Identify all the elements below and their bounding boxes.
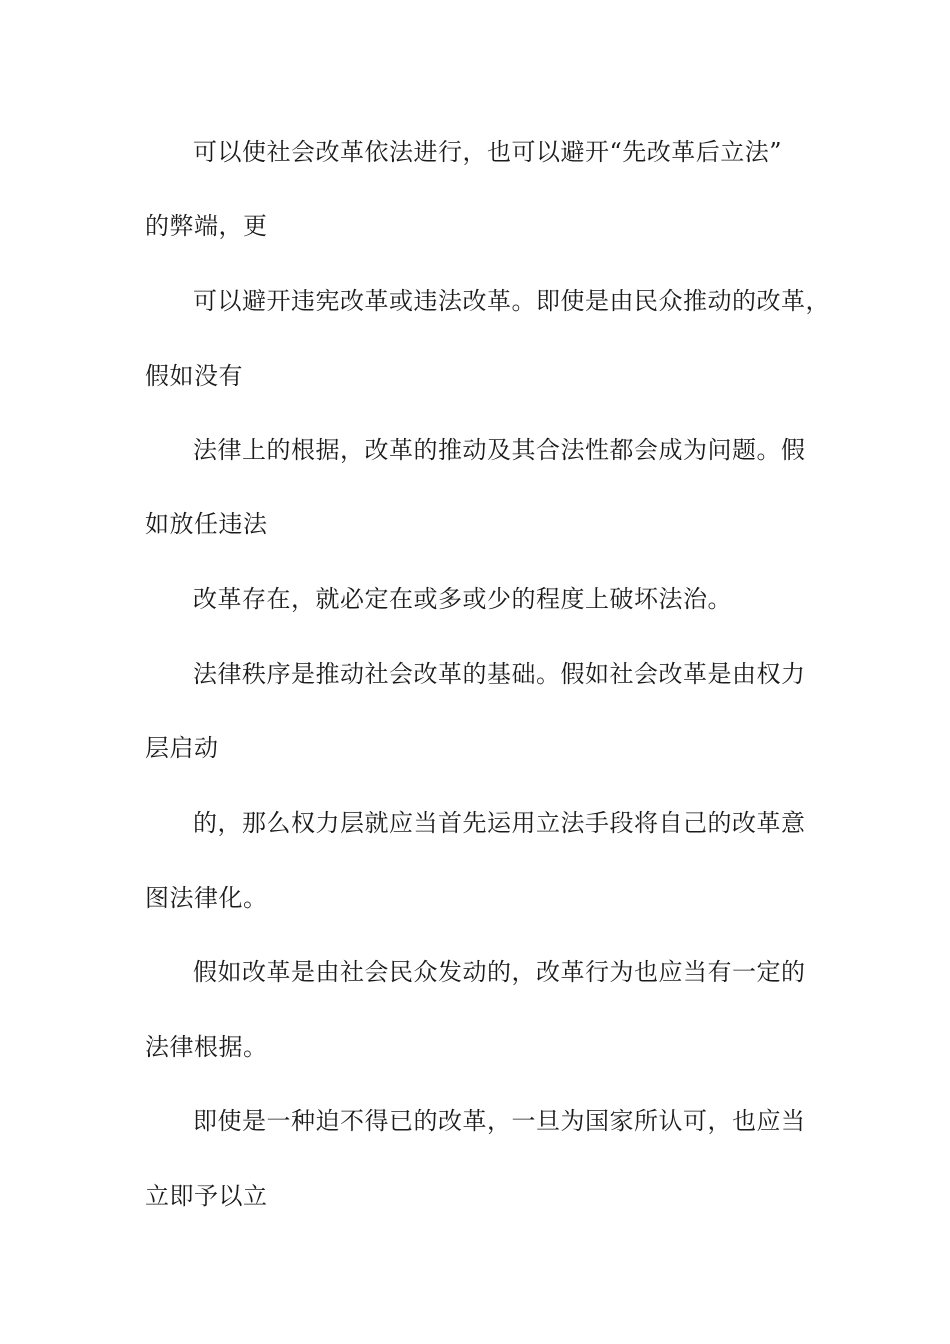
text-line: 法律上的根据，改革的推动及其合法性都会成为问题。假 <box>193 436 806 464</box>
text-line: 图法律化。 <box>145 884 268 912</box>
text-line: 的，那么权力层就应当首先运用立法手段将自己的改革意 <box>193 809 806 837</box>
text-line: 假如改革是由社会民众发动的，改革行为也应当有一定的 <box>193 958 806 986</box>
text-line: 立即予以立 <box>145 1182 268 1210</box>
text-line: 假如没有 <box>145 362 243 390</box>
text-line: 层启动 <box>145 734 219 762</box>
text-line: 法律根据。 <box>145 1033 268 1061</box>
text-line: 可以避开违宪改革或违法改革。即使是由民众推动的改革， <box>193 287 830 315</box>
text-line: 改革存在，就必定在或多或少的程度上破坏法治。 <box>193 585 732 613</box>
text-line: 法律秩序是推动社会改革的基础。假如社会改革是由权力 <box>193 660 806 688</box>
text-line: 如放任违法 <box>145 510 268 538</box>
text-line: 可以使社会改革依法进行，也可以避开“先改革后立法” <box>193 138 783 166</box>
text-line: 即使是一种迫不得已的改革，一旦为国家所认可，也应当 <box>193 1107 806 1135</box>
text-line: 的弊端，更 <box>145 212 268 240</box>
